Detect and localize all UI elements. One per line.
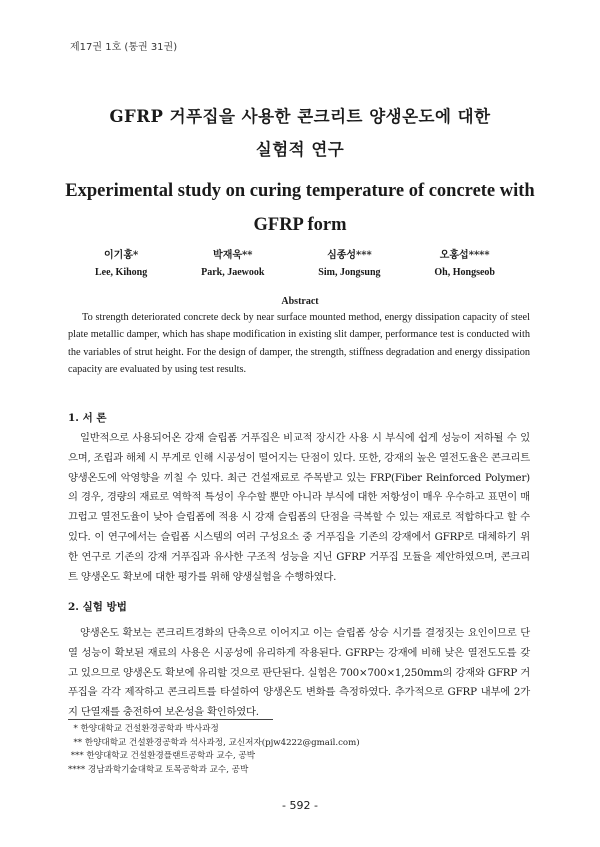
section-body-introduction: 일반적으로 사용되어온 강재 슬립폼 거푸집은 비교적 장시간 사용 시 부식에 쉽게 성능이 저하될 수 있으며, 조립과 해체 시 무게로 인해 시공성이 떨어지는 단점이 있다. 또한, 강재의 높은 열전도율은 콘크리트 양생온도에 악영향을 끼칠 수 있다. 최근 건설재료로 주목받고 있는 FRP(Fiber Reinforced Polymer)의 경우, 경량의 재료로 역학적 특성이 우수할 뿐만 아니라 부식에 대한 저항성이 매우 우수하고 표면이 매끄럽고 열전도율이 낮아 슬립폼에 적용 시 강재 슬립폼의 단점을 극복할 수 있는 재료로 적합하다고 할 수 있다. 이 연구에서는 슬립폼 시스템의 여러 구성요소 중 거푸집을 기존의 강재에서 GFRP로 대체하기 위한 연구로 기존의 강재 거푸집과 유사한 구조적 성능을 지닌 GFRP 거푸집 모듈을 제안하였으며, 콘크리트 양생온도 확보에 대한 평가를 위해 양생실험을 수행하였다. [68, 432, 530, 583]
author-list [95, 247, 495, 281]
korean-title-line-1: GFRP 거푸집을 사용한 콘크리트 양생온도에 대한 [109, 107, 491, 126]
english-title [40, 174, 560, 242]
author [434, 247, 495, 281]
footnote: ** 한양대학교 건설환경공학과 석사과정, 교신저자(pjw4222@gmail.com) [68, 737, 360, 748]
footnote: * 한양대학교 건설환경공학과 박사과정 [68, 724, 219, 734]
author-name-ko: 박재욱** [213, 250, 253, 261]
page-number: - 592 - [282, 799, 318, 812]
footnote-divider [68, 719, 273, 720]
author-name-ko: 심종성*** [327, 250, 372, 261]
korean-title-line-2: 실험적 연구 [255, 140, 345, 159]
abstract-body: To strength deteriorated concrete deck by near surface mounted method, energy dissipation capacity of steel plate metallic damper, which has shape modification in existing slit damper, performance test is conducted with the variables of strut height. For the design of damper, the strength, stiffness degradation and energy dissipation capacity are evaluated by using test results. [68, 312, 530, 375]
author-name-ko: 이기홍* [104, 250, 139, 261]
section-heading-method: 2. 실험 방법 [68, 601, 127, 613]
footnote: **** 경남과학기술대학교 토목공학과 교수, 공박 [68, 764, 249, 775]
author [201, 247, 264, 281]
footnotes [68, 723, 360, 777]
author-name-en: Sim, Jongsung [318, 267, 381, 278]
author-name-en: Oh, Hongseob [434, 267, 495, 278]
section-body-method: 양생온도 확보는 콘크리트경화의 단축으로 이어지고 이는 슬립폼 상승 시기를 결정짓는 요인이므로 단열 성능이 확보된 재료의 사용은 시공성에 유리하게 작용된다. GFRP는 강재에 비해 낮은 열전도도를 갖고 있으므로 양생온도 확보에 유리할 것으로 판단된다. 실험은 700×700×1,250mm의 강재와 GFRP 거푸집을 각각 제작하고 콘크리트를 타설하여 양생온도 변화를 측정하였다. 추가적으로 GFRP 내부에 2가지 단열재를 충전하여 보온성을 확인하였다. [68, 627, 530, 719]
running-head: 제17권 1호 (통권 31권) [70, 42, 178, 53]
author-name-en: Park, Jaewook [201, 267, 265, 278]
abstract-heading: Abstract [281, 296, 319, 307]
author-name-en: Lee, Kihong [95, 267, 148, 278]
section-heading-introduction: 1. 서 론 [68, 412, 107, 424]
author [95, 247, 147, 281]
english-title-line-1: Experimental study on curing temperature of concrete with [65, 181, 535, 201]
author [318, 247, 380, 281]
author-name-ko: 오홍섭**** [439, 250, 490, 261]
korean-title [40, 100, 560, 166]
english-title-line-2: GFRP form [253, 215, 347, 235]
footnote: *** 한양대학교 건설환경플랜트공학과 교수, 공박 [68, 751, 256, 762]
